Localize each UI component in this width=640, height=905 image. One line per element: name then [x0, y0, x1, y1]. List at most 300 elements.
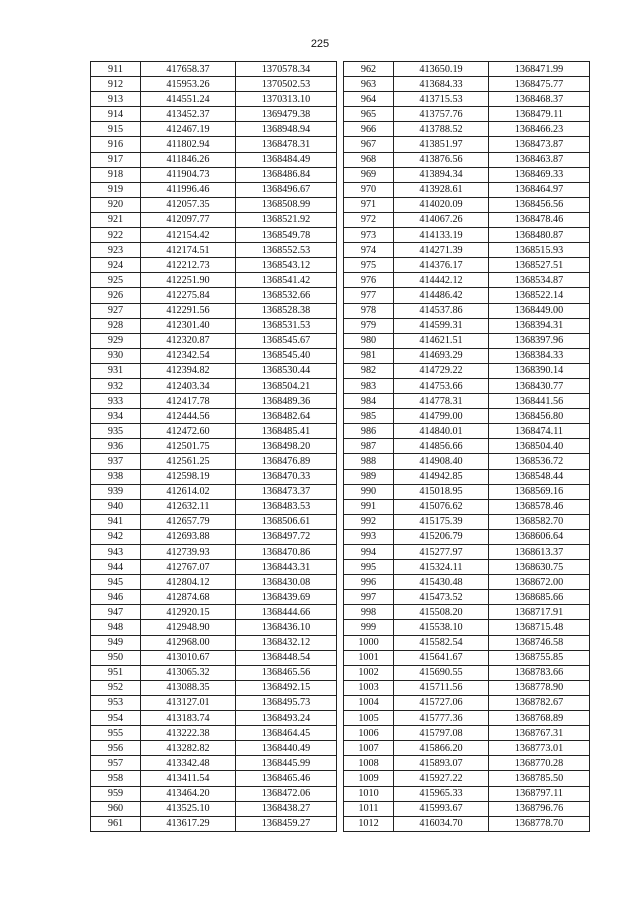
point-number-cell: 959 — [91, 786, 141, 801]
y-coordinate-cell: 1368493.24 — [236, 711, 337, 726]
x-coordinate-cell: 415727.06 — [394, 695, 489, 710]
point-number-cell: 965 — [344, 107, 394, 122]
table-row — [91, 303, 337, 318]
y-coordinate-cell: 1368755.85 — [489, 650, 590, 665]
table-row — [344, 801, 590, 816]
point-number-cell: 1007 — [344, 741, 394, 756]
x-coordinate-cell: 412394.82 — [141, 363, 236, 378]
y-coordinate-cell: 1368439.69 — [236, 590, 337, 605]
table-row — [91, 318, 337, 333]
y-coordinate-cell: 1368394.31 — [489, 318, 590, 333]
y-coordinate-cell: 1368456.80 — [489, 409, 590, 424]
table-row — [344, 378, 590, 393]
x-coordinate-cell: 412467.19 — [141, 122, 236, 137]
y-coordinate-cell: 1368543.12 — [236, 258, 337, 273]
y-coordinate-cell: 1368530.44 — [236, 363, 337, 378]
point-number-cell: 989 — [344, 469, 394, 484]
x-coordinate-cell: 412920.15 — [141, 605, 236, 620]
x-coordinate-cell: 412174.51 — [141, 243, 236, 258]
table-row — [91, 454, 337, 469]
y-coordinate-cell: 1368783.66 — [489, 665, 590, 680]
table-row — [91, 197, 337, 212]
table-row — [91, 122, 337, 137]
y-coordinate-cell: 1368531.53 — [236, 318, 337, 333]
x-coordinate-cell: 412097.77 — [141, 212, 236, 227]
y-coordinate-cell: 1368778.90 — [489, 680, 590, 695]
point-number-cell: 999 — [344, 620, 394, 635]
table-row — [91, 333, 337, 348]
point-number-cell: 927 — [91, 303, 141, 318]
table-row — [91, 771, 337, 786]
y-coordinate-cell: 1368448.54 — [236, 650, 337, 665]
point-number-cell: 1012 — [344, 816, 394, 831]
table-row — [344, 303, 590, 318]
y-coordinate-cell: 1368545.67 — [236, 333, 337, 348]
y-coordinate-cell: 1368606.64 — [489, 529, 590, 544]
table-row — [344, 273, 590, 288]
y-coordinate-cell: 1370502.53 — [236, 77, 337, 92]
x-coordinate-cell: 413342.48 — [141, 756, 236, 771]
y-coordinate-cell: 1368552.53 — [236, 243, 337, 258]
table-row — [344, 212, 590, 227]
point-number-cell: 960 — [91, 801, 141, 816]
table-row — [344, 348, 590, 363]
table-row — [91, 545, 337, 560]
point-number-cell: 913 — [91, 92, 141, 107]
x-coordinate-cell: 413788.52 — [394, 122, 489, 137]
table-row — [344, 695, 590, 710]
x-coordinate-cell: 412598.19 — [141, 469, 236, 484]
point-number-cell: 926 — [91, 288, 141, 303]
x-coordinate-cell: 414856.66 — [394, 439, 489, 454]
point-number-cell: 925 — [91, 273, 141, 288]
point-number-cell: 1002 — [344, 665, 394, 680]
table-row — [344, 409, 590, 424]
point-number-cell: 1005 — [344, 711, 394, 726]
x-coordinate-cell: 414133.19 — [394, 228, 489, 243]
table-row — [344, 318, 590, 333]
y-coordinate-cell: 1368475.77 — [489, 77, 590, 92]
y-coordinate-cell: 1368778.70 — [489, 816, 590, 831]
point-number-cell: 963 — [344, 77, 394, 92]
point-number-cell: 993 — [344, 529, 394, 544]
y-coordinate-cell: 1368770.28 — [489, 756, 590, 771]
x-coordinate-cell: 412417.78 — [141, 394, 236, 409]
y-coordinate-cell: 1368472.06 — [236, 786, 337, 801]
table-row — [91, 152, 337, 167]
table-row — [344, 590, 590, 605]
x-coordinate-cell: 415018.95 — [394, 484, 489, 499]
y-coordinate-cell: 1368504.40 — [489, 439, 590, 454]
table-row — [91, 514, 337, 529]
table-row — [344, 635, 590, 650]
x-coordinate-cell: 415277.97 — [394, 545, 489, 560]
table-row — [91, 212, 337, 227]
point-number-cell: 1004 — [344, 695, 394, 710]
point-number-cell: 955 — [91, 726, 141, 741]
point-number-cell: 953 — [91, 695, 141, 710]
x-coordinate-cell: 415473.52 — [394, 590, 489, 605]
point-number-cell: 958 — [91, 771, 141, 786]
table-row — [344, 771, 590, 786]
x-coordinate-cell: 411904.73 — [141, 167, 236, 182]
table-row — [344, 167, 590, 182]
table-row — [91, 137, 337, 152]
y-coordinate-cell: 1368474.11 — [489, 424, 590, 439]
x-coordinate-cell: 414486.42 — [394, 288, 489, 303]
y-coordinate-cell: 1368456.56 — [489, 197, 590, 212]
y-coordinate-cell: 1368767.31 — [489, 726, 590, 741]
point-number-cell: 918 — [91, 167, 141, 182]
x-coordinate-cell: 414693.29 — [394, 348, 489, 363]
table-row — [91, 575, 337, 590]
table-row — [91, 394, 337, 409]
y-coordinate-cell: 1368482.64 — [236, 409, 337, 424]
x-coordinate-cell: 413088.35 — [141, 680, 236, 695]
table-row — [344, 605, 590, 620]
y-coordinate-cell: 1368445.99 — [236, 756, 337, 771]
table-row — [344, 680, 590, 695]
x-coordinate-cell: 415965.33 — [394, 786, 489, 801]
y-coordinate-cell: 1368397.96 — [489, 333, 590, 348]
table-row — [91, 363, 337, 378]
table-row — [91, 650, 337, 665]
y-coordinate-cell: 1368483.53 — [236, 499, 337, 514]
y-coordinate-cell: 1368768.89 — [489, 711, 590, 726]
point-number-cell: 940 — [91, 499, 141, 514]
y-coordinate-cell: 1368746.58 — [489, 635, 590, 650]
table-row — [344, 484, 590, 499]
x-coordinate-cell: 413715.53 — [394, 92, 489, 107]
table-row — [344, 816, 590, 831]
x-coordinate-cell: 414376.17 — [394, 258, 489, 273]
table-row — [344, 741, 590, 756]
y-coordinate-cell: 1368443.31 — [236, 560, 337, 575]
point-number-cell: 962 — [344, 62, 394, 77]
x-coordinate-cell: 414753.66 — [394, 378, 489, 393]
table-row — [91, 529, 337, 544]
point-number-cell: 964 — [344, 92, 394, 107]
x-coordinate-cell: 414942.85 — [394, 469, 489, 484]
x-coordinate-cell: 412320.87 — [141, 333, 236, 348]
y-coordinate-cell: 1368569.16 — [489, 484, 590, 499]
table-row — [344, 62, 590, 77]
x-coordinate-cell: 415777.36 — [394, 711, 489, 726]
x-coordinate-cell: 412614.02 — [141, 484, 236, 499]
y-coordinate-cell: 1368508.99 — [236, 197, 337, 212]
y-coordinate-cell: 1368492.15 — [236, 680, 337, 695]
x-coordinate-cell: 412291.56 — [141, 303, 236, 318]
table-row — [91, 243, 337, 258]
table-row — [91, 665, 337, 680]
table-row — [91, 273, 337, 288]
y-coordinate-cell: 1368545.40 — [236, 348, 337, 363]
y-coordinate-cell: 1368496.67 — [236, 182, 337, 197]
point-number-cell: 992 — [344, 514, 394, 529]
x-coordinate-cell: 415690.55 — [394, 665, 489, 680]
x-coordinate-cell: 412501.75 — [141, 439, 236, 454]
y-coordinate-cell: 1368459.27 — [236, 816, 337, 831]
table-row — [344, 122, 590, 137]
x-coordinate-cell: 412251.90 — [141, 273, 236, 288]
y-coordinate-cell: 1368444.66 — [236, 605, 337, 620]
point-number-cell: 981 — [344, 348, 394, 363]
x-coordinate-cell: 414271.39 — [394, 243, 489, 258]
point-number-cell: 975 — [344, 258, 394, 273]
y-coordinate-cell: 1368384.33 — [489, 348, 590, 363]
point-number-cell: 979 — [344, 318, 394, 333]
y-coordinate-cell: 1368796.76 — [489, 801, 590, 816]
x-coordinate-cell: 413010.67 — [141, 650, 236, 665]
table-row — [344, 243, 590, 258]
table-row — [91, 499, 337, 514]
x-coordinate-cell: 413183.74 — [141, 711, 236, 726]
x-coordinate-cell: 413851.97 — [394, 137, 489, 152]
y-coordinate-cell: 1368464.45 — [236, 726, 337, 741]
x-coordinate-cell: 413065.32 — [141, 665, 236, 680]
x-coordinate-cell: 415324.11 — [394, 560, 489, 575]
x-coordinate-cell: 413650.19 — [394, 62, 489, 77]
table-row — [344, 228, 590, 243]
point-number-cell: 943 — [91, 545, 141, 560]
point-number-cell: 997 — [344, 590, 394, 605]
x-coordinate-cell: 415430.48 — [394, 575, 489, 590]
y-coordinate-cell: 1368717.91 — [489, 605, 590, 620]
point-number-cell: 966 — [344, 122, 394, 137]
y-coordinate-cell: 1368578.46 — [489, 499, 590, 514]
point-number-cell: 995 — [344, 560, 394, 575]
point-number-cell: 978 — [344, 303, 394, 318]
table-row — [344, 650, 590, 665]
point-number-cell: 970 — [344, 182, 394, 197]
y-coordinate-cell: 1368440.49 — [236, 741, 337, 756]
y-coordinate-cell: 1368465.56 — [236, 665, 337, 680]
table-row — [344, 545, 590, 560]
y-coordinate-cell: 1368515.93 — [489, 243, 590, 258]
table-row — [344, 439, 590, 454]
table-row — [344, 529, 590, 544]
point-number-cell: 931 — [91, 363, 141, 378]
x-coordinate-cell: 415175.39 — [394, 514, 489, 529]
y-coordinate-cell: 1370313.10 — [236, 92, 337, 107]
y-coordinate-cell: 1368438.27 — [236, 801, 337, 816]
point-number-cell: 976 — [344, 273, 394, 288]
x-coordinate-cell: 412212.73 — [141, 258, 236, 273]
x-coordinate-cell: 412403.34 — [141, 378, 236, 393]
table-row — [344, 665, 590, 680]
y-coordinate-cell: 1368479.11 — [489, 107, 590, 122]
y-coordinate-cell: 1368528.38 — [236, 303, 337, 318]
x-coordinate-cell: 413525.10 — [141, 801, 236, 816]
point-number-cell: 920 — [91, 197, 141, 212]
x-coordinate-cell: 412472.60 — [141, 424, 236, 439]
point-number-cell: 1000 — [344, 635, 394, 650]
x-coordinate-cell: 412561.25 — [141, 454, 236, 469]
y-coordinate-cell: 1368613.37 — [489, 545, 590, 560]
table-row — [91, 378, 337, 393]
point-number-cell: 1006 — [344, 726, 394, 741]
table-row — [344, 394, 590, 409]
y-coordinate-cell: 1368541.42 — [236, 273, 337, 288]
point-number-cell: 924 — [91, 258, 141, 273]
point-number-cell: 932 — [91, 378, 141, 393]
x-coordinate-cell: 415953.26 — [141, 77, 236, 92]
point-number-cell: 956 — [91, 741, 141, 756]
y-coordinate-cell: 1368469.33 — [489, 167, 590, 182]
y-coordinate-cell: 1368470.86 — [236, 545, 337, 560]
point-number-cell: 919 — [91, 182, 141, 197]
y-coordinate-cell: 1368473.37 — [236, 484, 337, 499]
x-coordinate-cell: 414599.31 — [394, 318, 489, 333]
point-number-cell: 990 — [344, 484, 394, 499]
point-number-cell: 952 — [91, 680, 141, 695]
x-coordinate-cell: 414020.09 — [394, 197, 489, 212]
table-row — [91, 801, 337, 816]
x-coordinate-cell: 413282.82 — [141, 741, 236, 756]
y-coordinate-cell: 1368466.23 — [489, 122, 590, 137]
coordinate-table-right — [343, 61, 590, 832]
point-number-cell: 971 — [344, 197, 394, 212]
table-row — [91, 786, 337, 801]
y-coordinate-cell: 1368549.78 — [236, 228, 337, 243]
point-number-cell: 973 — [344, 228, 394, 243]
x-coordinate-cell: 412874.68 — [141, 590, 236, 605]
y-coordinate-cell: 1368485.41 — [236, 424, 337, 439]
x-coordinate-cell: 414442.12 — [394, 273, 489, 288]
y-coordinate-cell: 1368390.14 — [489, 363, 590, 378]
point-number-cell: 974 — [344, 243, 394, 258]
point-number-cell: 957 — [91, 756, 141, 771]
table-row — [344, 182, 590, 197]
table-row — [344, 258, 590, 273]
x-coordinate-cell: 412444.56 — [141, 409, 236, 424]
point-number-cell: 969 — [344, 167, 394, 182]
y-coordinate-cell: 1368534.87 — [489, 273, 590, 288]
table-row — [344, 756, 590, 771]
table-row — [91, 228, 337, 243]
x-coordinate-cell: 414551.24 — [141, 92, 236, 107]
table-row — [91, 605, 337, 620]
point-number-cell: 967 — [344, 137, 394, 152]
point-number-cell: 934 — [91, 409, 141, 424]
point-number-cell: 915 — [91, 122, 141, 137]
table-row — [91, 816, 337, 831]
x-coordinate-cell: 414621.51 — [394, 333, 489, 348]
point-number-cell: 948 — [91, 620, 141, 635]
point-number-cell: 937 — [91, 454, 141, 469]
table-row — [91, 590, 337, 605]
point-number-cell: 951 — [91, 665, 141, 680]
y-coordinate-cell: 1369479.38 — [236, 107, 337, 122]
point-number-cell: 938 — [91, 469, 141, 484]
table-row — [91, 711, 337, 726]
point-number-cell: 1001 — [344, 650, 394, 665]
point-number-cell: 988 — [344, 454, 394, 469]
x-coordinate-cell: 415893.07 — [394, 756, 489, 771]
table-row — [91, 62, 337, 77]
point-number-cell: 954 — [91, 711, 141, 726]
table-row — [344, 363, 590, 378]
x-coordinate-cell: 415711.56 — [394, 680, 489, 695]
y-coordinate-cell: 1368536.72 — [489, 454, 590, 469]
point-number-cell: 928 — [91, 318, 141, 333]
table-row — [344, 288, 590, 303]
point-number-cell: 911 — [91, 62, 141, 77]
y-coordinate-cell: 1368685.66 — [489, 590, 590, 605]
point-number-cell: 977 — [344, 288, 394, 303]
x-coordinate-cell: 413684.33 — [394, 77, 489, 92]
x-coordinate-cell: 412693.88 — [141, 529, 236, 544]
table-row — [344, 77, 590, 92]
table-row — [91, 620, 337, 635]
x-coordinate-cell: 413757.76 — [394, 107, 489, 122]
y-coordinate-cell: 1368468.37 — [489, 92, 590, 107]
x-coordinate-cell: 417658.37 — [141, 62, 236, 77]
x-coordinate-cell: 414778.31 — [394, 394, 489, 409]
y-coordinate-cell: 1368489.36 — [236, 394, 337, 409]
point-number-cell: 936 — [91, 439, 141, 454]
page-number: 225 — [310, 38, 330, 50]
y-coordinate-cell: 1368463.87 — [489, 152, 590, 167]
table-row — [344, 499, 590, 514]
y-coordinate-cell: 1368548.44 — [489, 469, 590, 484]
x-coordinate-cell: 413894.34 — [394, 167, 489, 182]
table-row — [91, 182, 337, 197]
point-number-cell: 983 — [344, 378, 394, 393]
point-number-cell: 939 — [91, 484, 141, 499]
y-coordinate-cell: 1368797.11 — [489, 786, 590, 801]
point-number-cell: 961 — [91, 816, 141, 831]
y-coordinate-cell: 1368470.33 — [236, 469, 337, 484]
table-row — [91, 409, 337, 424]
point-number-cell: 950 — [91, 650, 141, 665]
x-coordinate-cell: 414537.86 — [394, 303, 489, 318]
table-row — [344, 107, 590, 122]
coordinate-table-left — [90, 61, 337, 832]
point-number-cell: 987 — [344, 439, 394, 454]
point-number-cell: 980 — [344, 333, 394, 348]
table-row — [91, 560, 337, 575]
x-coordinate-cell: 413452.37 — [141, 107, 236, 122]
point-number-cell: 985 — [344, 409, 394, 424]
x-coordinate-cell: 415206.79 — [394, 529, 489, 544]
y-coordinate-cell: 1368773.01 — [489, 741, 590, 756]
point-number-cell: 1008 — [344, 756, 394, 771]
point-number-cell: 972 — [344, 212, 394, 227]
y-coordinate-cell: 1368471.99 — [489, 62, 590, 77]
x-coordinate-cell: 411996.46 — [141, 182, 236, 197]
table-row — [344, 726, 590, 741]
table-row — [91, 680, 337, 695]
y-coordinate-cell: 1368430.08 — [236, 575, 337, 590]
point-number-cell: 912 — [91, 77, 141, 92]
x-coordinate-cell: 416034.70 — [394, 816, 489, 831]
y-coordinate-cell: 1368478.31 — [236, 137, 337, 152]
x-coordinate-cell: 412154.42 — [141, 228, 236, 243]
y-coordinate-cell: 1368497.72 — [236, 529, 337, 544]
x-coordinate-cell: 412342.54 — [141, 348, 236, 363]
table-row — [344, 469, 590, 484]
table-row — [91, 726, 337, 741]
y-coordinate-cell: 1368532.66 — [236, 288, 337, 303]
x-coordinate-cell: 415538.10 — [394, 620, 489, 635]
x-coordinate-cell: 415993.67 — [394, 801, 489, 816]
y-coordinate-cell: 1368672.00 — [489, 575, 590, 590]
table-row — [91, 695, 337, 710]
y-coordinate-cell: 1368478.46 — [489, 212, 590, 227]
table-row — [91, 107, 337, 122]
table-row — [344, 620, 590, 635]
